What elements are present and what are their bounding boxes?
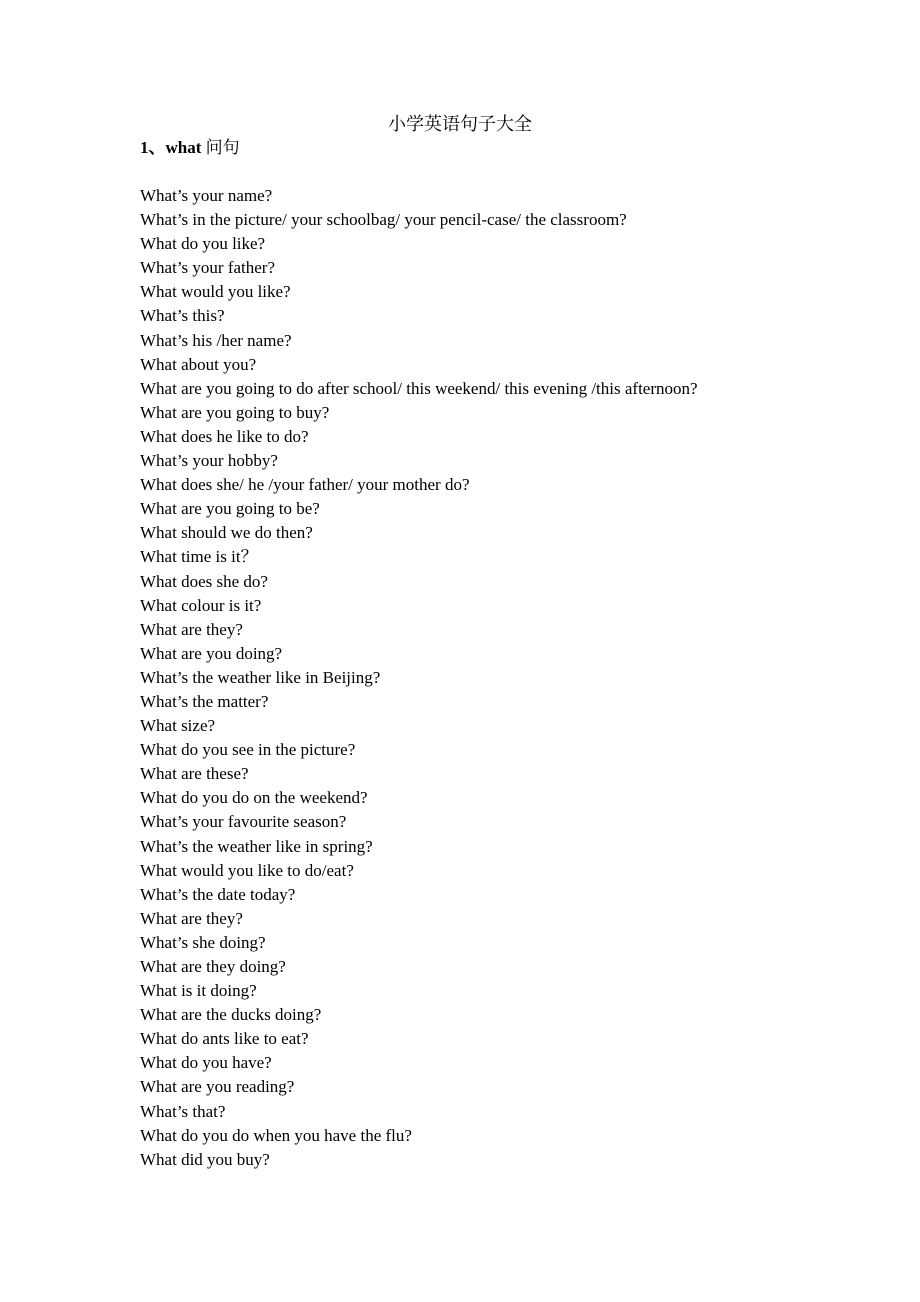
sentence-line: What’s your hobby? xyxy=(140,451,278,471)
sentence-line: What did you buy? xyxy=(140,1149,270,1169)
sentence-line: What about you? xyxy=(140,354,257,374)
sentence-line: What do you see in the picture? xyxy=(140,740,356,760)
sentence-line: What does she do? xyxy=(140,571,268,591)
sentence-line: What would you like to do/eat? xyxy=(140,860,354,880)
sentence-line: What’s the date today? xyxy=(140,884,296,904)
sentence-line: What are you going to be? xyxy=(140,499,320,519)
sentence-line: What’s that? xyxy=(140,1101,226,1121)
sentence-line: What are they? xyxy=(140,908,243,928)
sentence-line: What time is it？ xyxy=(140,547,258,567)
sentence-line: What size? xyxy=(140,716,216,736)
sentence-line: What do ants like to eat? xyxy=(140,1029,309,1049)
sentence-line: What’s the weather like in spring? xyxy=(140,836,373,856)
sentence-line: What do you like? xyxy=(140,234,266,254)
sentence-line: What are you going to buy? xyxy=(140,402,330,422)
sentence-line: What’s your father? xyxy=(140,258,275,278)
sentence-line: What’s your name? xyxy=(140,186,273,205)
sentence-line: What’s his /her name? xyxy=(140,330,292,350)
section-heading xyxy=(140,136,240,160)
sentence-line: What are you doing? xyxy=(140,643,283,663)
sentence-line: What are they doing? xyxy=(140,957,286,976)
sentence-line: What are the ducks doing? xyxy=(140,1005,322,1025)
sentence-line: What are they? xyxy=(140,619,243,639)
sentence-line: What’s in the picture/ your schoolbag/ your pencil-case/ the classroom? xyxy=(140,210,627,230)
section-keyword: what xyxy=(165,138,202,157)
sentence-line: What are you going to do after school/ this weekend/ this evening /this afternoon? xyxy=(140,378,698,398)
sentence-line: What are these? xyxy=(140,764,249,784)
sentence-line: What do you do on the weekend? xyxy=(140,788,368,808)
section-number: 1、 xyxy=(140,138,166,157)
sentence-line: What’s your favourite season? xyxy=(140,812,347,832)
sentence-line: What do you do when you have the flu? xyxy=(140,1125,412,1145)
sentence-line: What’s this? xyxy=(140,306,225,326)
sentence-line: What’s she doing? xyxy=(140,932,266,952)
sentence-line: What does she/ he /your father/ your mother do? xyxy=(140,475,470,495)
sentence-line: What should we do then? xyxy=(140,523,313,543)
sentence-line: What are you reading? xyxy=(140,1077,295,1097)
sentence-line: What does he like to do? xyxy=(140,426,309,446)
sentence-line: What’s the matter? xyxy=(140,691,269,711)
sentence-list xyxy=(140,184,880,1172)
sentence-line: What do you have? xyxy=(140,1053,272,1073)
sentence-line: What colour is it? xyxy=(140,595,262,615)
sentence-line: What’s the weather like in Beijing? xyxy=(140,667,381,687)
sentence-line: What would you like? xyxy=(140,282,291,302)
document-title: 小学英语句子大全 xyxy=(388,114,532,134)
section-label: 问句 xyxy=(205,138,240,157)
sentence-line: What is it doing? xyxy=(140,981,257,1001)
